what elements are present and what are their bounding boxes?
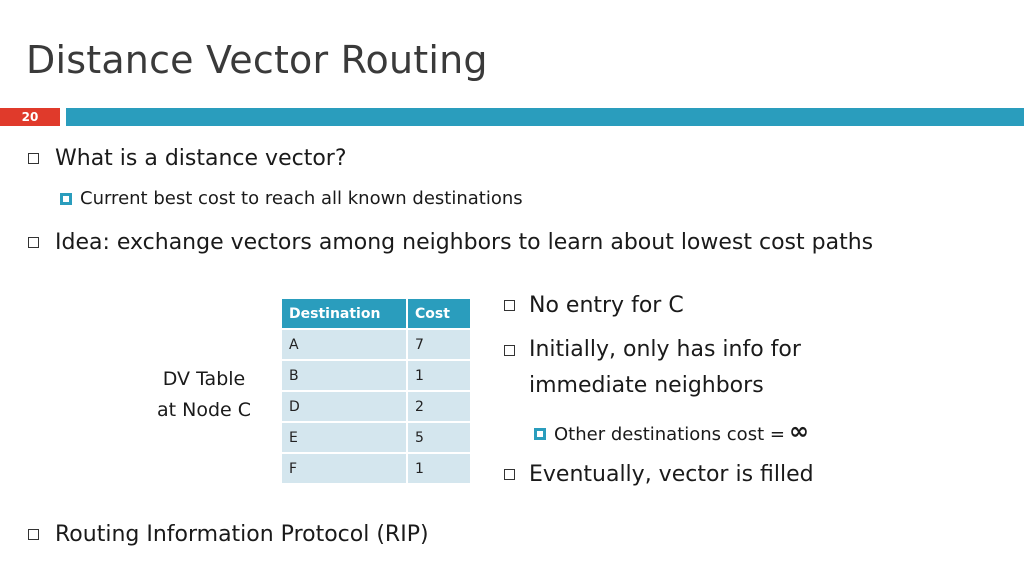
hollow-square-bullet-icon — [28, 237, 39, 248]
hollow-square-bullet-icon — [504, 300, 515, 311]
table-row — [282, 453, 471, 484]
bullet-text: What is a distance vector? — [55, 146, 347, 171]
filled-square-bullet-icon — [534, 428, 546, 440]
table-row — [282, 391, 471, 422]
infinity-symbol: ∞ — [788, 417, 809, 445]
bullet-text — [529, 332, 801, 404]
table-row — [282, 329, 471, 360]
cost-cell: 1 — [407, 453, 471, 484]
bullet-rip — [28, 522, 429, 547]
destination-cell: E — [282, 422, 407, 453]
bullet-eventually — [504, 462, 814, 487]
table-row — [282, 360, 471, 391]
bullet-text: No entry for C — [529, 293, 684, 318]
dv-table-header-row — [282, 299, 471, 329]
destination-cell: B — [282, 360, 407, 391]
destination-cell: F — [282, 453, 407, 484]
sub-bullet-other-destinations — [534, 417, 809, 448]
bullet-text: Other destinations cost = — [554, 423, 785, 445]
hollow-square-bullet-icon — [28, 153, 39, 164]
destination-cell: D — [282, 391, 407, 422]
bullet-initially — [504, 336, 801, 404]
bullet-text: Idea: exchange vectors among neighbors to learn about lowest cost paths — [55, 230, 874, 255]
bullet-text-line1: Initially, only has info for — [529, 337, 801, 362]
cost-cell: 2 — [407, 391, 471, 422]
hollow-square-bullet-icon — [504, 469, 515, 480]
slide-title: Distance Vector Routing — [26, 38, 488, 82]
dv-table-caption — [142, 364, 266, 426]
title-accent-bar — [66, 108, 1024, 126]
filled-square-bullet-icon — [60, 193, 72, 205]
cost-cell: 5 — [407, 422, 471, 453]
bullet-text: Routing Information Protocol (RIP) — [55, 522, 429, 547]
hollow-square-bullet-icon — [504, 345, 515, 356]
dv-caption-line1: DV Table — [162, 368, 246, 390]
table-row — [282, 422, 471, 453]
bullet-text: Eventually, vector is filled — [529, 462, 814, 487]
sub-bullet-best-cost — [60, 188, 523, 209]
dv-table — [282, 299, 472, 485]
destination-cell: A — [282, 329, 407, 360]
header-destination: Destination — [282, 299, 407, 329]
bullet-text-line2: immediate neighbors — [529, 373, 764, 398]
slide-number: 20 — [0, 108, 60, 126]
cost-cell: 7 — [407, 329, 471, 360]
hollow-square-bullet-icon — [28, 529, 39, 540]
bullet-idea — [28, 230, 873, 255]
dv-caption-line2: at Node C — [156, 399, 252, 421]
bullet-text: Current best cost to reach all known destinations — [80, 188, 523, 209]
bullet-no-entry — [504, 293, 684, 318]
cost-cell: 1 — [407, 360, 471, 391]
header-cost: Cost — [407, 299, 471, 329]
bullet-distance-vector-question — [28, 146, 347, 171]
